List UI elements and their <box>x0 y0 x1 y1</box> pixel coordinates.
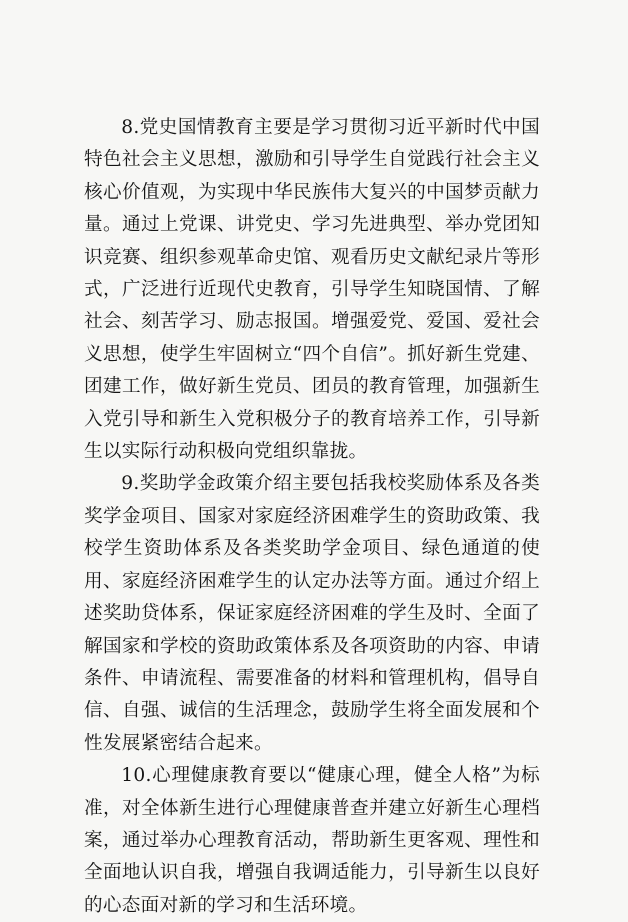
paragraph-scholarship-policy: 9.奖助学金政策介绍主要包括我校奖励体系及各类奖学金项目、国家对家庭经济困难学生的资助政策、我校学生资助体系及各类奖助学金项目、绿色通道的使用、家庭经济困难学生的认定办法等方面。通过介绍上述奖助贷体系，保证家庭经济困难的学生及时、全面了解国家和学校的资助政策体系及各项资助的内容、申请条件、申请流程、需要准备的材料和管理机构，倡导自信、自强、诚信的生活理念，鼓励学生将全面发展和个性发展紧密结合起来。 <box>84 473 540 754</box>
paragraph-mental-health-education: 10.心理健康教育要以“健康心理，健全人格”为标准，对全体新生进行心理健康普查并建立好新生心理档案，通过举办心理教育活动，帮助新生更客观、理性和全面地认识自我，增强自我调适能力，引导新生以良好的心态面对新的学习和生活环境。 <box>84 765 540 916</box>
paragraph-party-history-education: 8.党史国情教育主要是学习贯彻习近平新时代中国特色社会主义思想，激励和引导学生自觉践行社会主义核心价值观，为实现中华民族伟大复兴的中国梦贡献力量。通过上党课、讲党史、学习先进典型、举办党团知识竞赛、组织参观革命史馆、观看历史文献纪录片等形式，广泛进行近现代史教育，引导学生知晓国情、了解社会、刻苦学习、励志报国。增强爱党、爱国、爱社会义思想，使学生牢固树立“四个自信”。抓好新生党建、团建工作，做好新生党员、团员的教育管理，加强新生入党引导和新生入党积极分子的教育培养工作，引导新生以实际行动积极向党组织靠拢。 <box>84 117 540 463</box>
document-page <box>84 112 540 922</box>
